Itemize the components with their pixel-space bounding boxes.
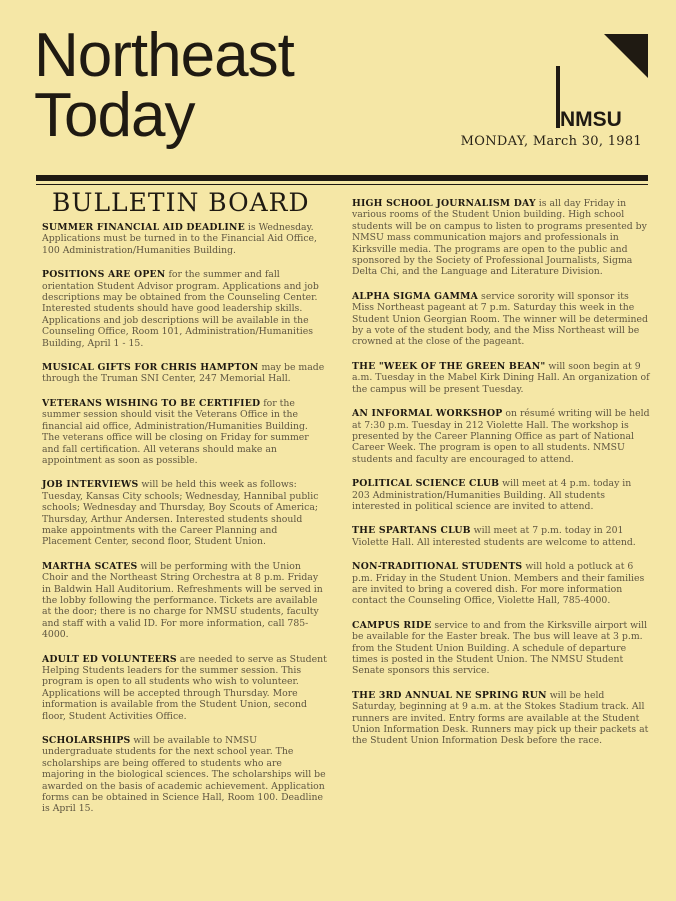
bulletin-item-body: for the summer session should visit the Veterans Office in the financial aid office, Administration/Humanities Building. The veterans office will be closing on Friday for summer and fall certification. All veterans should make an appointment as soon as possible.	[42, 397, 309, 466]
bulletin-item	[42, 479, 327, 547]
bulletin-item	[352, 690, 650, 747]
bulletin-item-heading: THE SPARTANS CLUB	[352, 525, 471, 537]
bulletin-item-body: on résumé writing will be held at 7:30 p.m. Tuesday in 212 Violette Hall. The workshop is presented by the Career Planning Office as part of National Career Week. The program is open to all students. NMSU students and faculty are encouraged to attend.	[352, 408, 650, 465]
bulletin-item-body: is all day Friday in various rooms of the Student Union building. High school students will be on campus to listen to programs presented by NMSU mass communication majors and professionals in Kirksville media. The programs are open to the public and sponsored by the Society of Professional Journalists, Sigma Delta Chi, and the Language and Literature Division.	[352, 198, 647, 278]
bulletin-item	[42, 362, 327, 385]
bulletin-item-heading: CAMPUS RIDE	[352, 619, 432, 631]
bulletin-item-body: service sorority will sponsor its Miss Northeast pageant at 7 p.m. Saturday this week in the Student Union Georgian Room. The winner will be determined by a vote of the student body, and the Miss Northeast will be crowned at the close of the pageant.	[352, 290, 648, 348]
bulletin-item-heading: MARTHA SCATES	[42, 560, 138, 572]
bulletin-item	[42, 222, 327, 256]
bulletin-item	[352, 561, 650, 607]
bulletin-item-body: will hold a potluck at 6 p.m. Friday in the Student Union. Members and their families are invited to bring a covered dish. For more information contact the Counseling Office, Violette Hall, 785-4000.	[352, 561, 645, 607]
bulletin-item	[42, 654, 327, 722]
bulletin-item-body: for the summer and fall orientation Student Advisor program. Applications and job descriptions may be obtained from the Counseling Center. Interested students should have good leadership skills. Applications and job descriptions will be available in the Counseling Office, Room 101, Administration/Humanities Building, April 1 - 15.	[42, 269, 319, 349]
bulletin-item-body: are needed to serve as Student Helping Students leaders for the summer session. This program is open to all students who wish to volunteer. Applications will be accepted through Thursday. More information is available from the Student Union, second floor, Student Activities Office.	[42, 653, 327, 722]
masthead-rule-thin	[36, 184, 648, 185]
bulletin-item-body: will be held Saturday, beginning at 9 a.m. at the Stokes Stadium track. All runners are invited. Entry forms are available at the Student Union Information Desk. Runners may pick up their packets at the Student Union Information Desk before the race.	[352, 689, 649, 747]
bulletin-item-body: will meet at 7 p.m. today in 201 Violette Hall. All interested students are welcome to attend.	[352, 525, 636, 548]
bulletin-item-body: is Wednesday. Applications must be turned in to the Financial Aid Office, 100 Administration/Humanities Building.	[42, 222, 318, 256]
bulletin-item	[352, 408, 650, 465]
bulletin-item	[352, 198, 650, 278]
bulletin-item-heading: HIGH SCHOOL JOURNALISM DAY	[352, 198, 536, 209]
bulletin-item-heading: THE 3RD ANNUAL NE SPRING RUN	[352, 689, 547, 701]
university-logo: NMSU	[560, 108, 622, 131]
bulletin-item	[352, 525, 650, 548]
bulletin-item-heading: SCHOLARSHIPS	[42, 735, 131, 747]
bulletin-item	[352, 620, 650, 677]
bulletin-item	[352, 478, 650, 512]
right-column	[352, 198, 650, 760]
left-column	[42, 222, 327, 828]
bulletin-item-body: will be held this week as follows: Tuesday, Kansas City schools; Wednesday, Hannibal public schools; Wednesday and Thursday, Boy Scouts of America; Thursday, Arthur Andersen. Interested students should make appointments with the Career Planning and Placement Center, second floor, Student Union.	[42, 479, 319, 548]
bulletin-item-body: may be made through the Truman SNI Center, 247 Memorial Hall.	[42, 362, 325, 385]
masthead-title-line1: Northeast	[34, 21, 294, 90]
bulletin-item	[352, 291, 650, 348]
bulletin-item-heading: ADULT ED VOLUNTEERS	[42, 653, 177, 665]
bulletin-item	[42, 269, 327, 349]
bulletin-item-heading: SUMMER FINANCIAL AID DEADLINE	[42, 222, 245, 233]
bulletin-item	[42, 398, 327, 466]
bulletin-item	[352, 361, 650, 395]
bulletin-item-body: will be available to NMSU undergraduate students for the next school year. The scholarships are being offered to students who are majoring in the biological sciences. The scholarships will be awarded on the basis of academic achievement. Application forms can be obtained in Science Hall, Room 100. Deadline is April 15.	[42, 735, 326, 815]
bulletin-item-heading: MUSICAL GIFTS FOR CHRIS HAMPTON	[42, 362, 259, 374]
bulletin-item-body: will meet at 4 p.m. today in 203 Administration/Humanities Building. All students interested in political science are invited to attend.	[352, 478, 632, 512]
bulletin-item-heading: JOB INTERVIEWS	[42, 479, 139, 491]
bulletin-item-heading: VETERANS WISHING TO BE CERTIFIED	[42, 397, 261, 409]
bulletin-item	[42, 735, 327, 815]
bulletin-item	[42, 561, 327, 641]
bulletin-item-body: service to and from the Kirksville airport will be available for the Easter break. The bus will leave at 3 p.m. from the Student Union Building. A schedule of departure times is posted in the Student Union. The NMSU Student Senate sponsors this service.	[352, 619, 648, 677]
bulletin-item-body: will soon begin at 9 a.m. Tuesday in the Mabel Kirk Dining Hall. An organization of the campus will be present Tuesday.	[352, 360, 650, 395]
bulletin-item-heading: ALPHA SIGMA GAMMA	[352, 290, 479, 302]
masthead-rule	[36, 175, 648, 181]
bulletin-item-body: will be performing with the Union Choir and the Northeast String Orchestra at 8 p.m. Friday in Baldwin Hall Auditorium. Refreshments will be served in the lobby following the performance. Tickets are available at the door; there is no charge for NMSU students, faculty and staff with a valid ID. For more information, call 785-4000.	[42, 560, 323, 641]
bulletin-item-heading: THE "WEEK OF THE GREEN BEAN"	[352, 360, 546, 372]
bulletin-item-heading: NON-TRADITIONAL STUDENTS	[352, 561, 523, 573]
masthead-title-line2: Today	[34, 81, 195, 150]
bulletin-item-heading: POLITICAL SCIENCE CLUB	[352, 478, 500, 490]
issue-date: MONDAY, March 30, 1981	[460, 134, 642, 149]
logo-triangle-icon	[604, 34, 648, 78]
section-title: BULLETIN BOARD	[52, 188, 310, 217]
masthead-title	[34, 21, 294, 150]
bulletin-item-heading: AN INFORMAL WORKSHOP	[352, 408, 503, 420]
bulletin-item-heading: POSITIONS ARE OPEN	[42, 269, 166, 281]
